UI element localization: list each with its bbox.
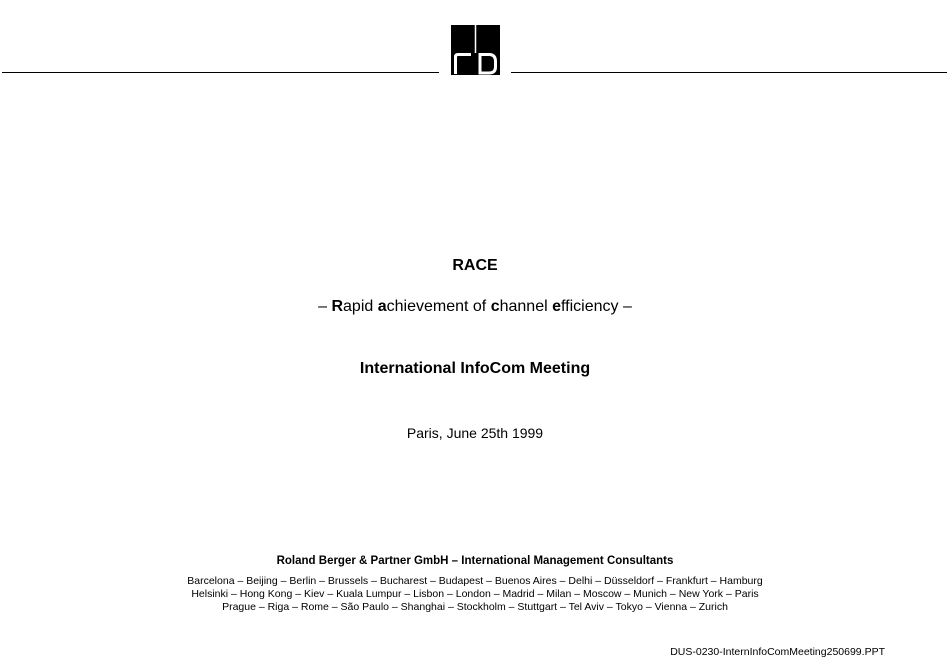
rb-logo xyxy=(451,25,500,75)
subtitle-word: of xyxy=(472,298,487,315)
header-rule-right xyxy=(511,72,947,73)
rb-logo-icon xyxy=(451,25,500,75)
document-filename: DUS-0230-InternInfoComMeeting250699.PPT xyxy=(670,646,885,658)
subtitle-word: Rapid xyxy=(331,298,374,315)
office-cities-line: Prague – Riga – Rome – São Paulo – Shanghai – Stockholm – Stuttgart – Tel Aviv – Tokyo – Vienna – Zurich xyxy=(222,601,728,613)
subtitle-word: channel xyxy=(490,298,548,315)
header-rule-left xyxy=(2,72,439,73)
office-cities-line: Helsinki – Hong Kong – Kiev – Kuala Lumpur – Lisbon – London – Madrid – Milan – Moscow – Munich – New York – Paris xyxy=(191,588,759,600)
presentation-subtitle xyxy=(0,298,950,316)
subtitle-word: efficiency xyxy=(552,298,619,315)
company-name: Roland Berger & Partner GmbH – International Management Consultants xyxy=(276,555,674,567)
presentation-title: RACE xyxy=(452,257,498,274)
subtitle-word: achievement xyxy=(377,298,469,315)
office-cities-line: Barcelona – Beijing – Berlin – Brussels – Bucharest – Budapest – Buenos Aires – Delhi – Düsseldorf – Frankfurt – Hamburg xyxy=(187,575,763,587)
subtitle-trail-dash: – xyxy=(622,298,632,315)
subtitle-lead-dash: – xyxy=(318,298,327,315)
meeting-title: International InfoCom Meeting xyxy=(359,360,591,377)
place-date: Paris, June 25th 1999 xyxy=(406,425,544,441)
